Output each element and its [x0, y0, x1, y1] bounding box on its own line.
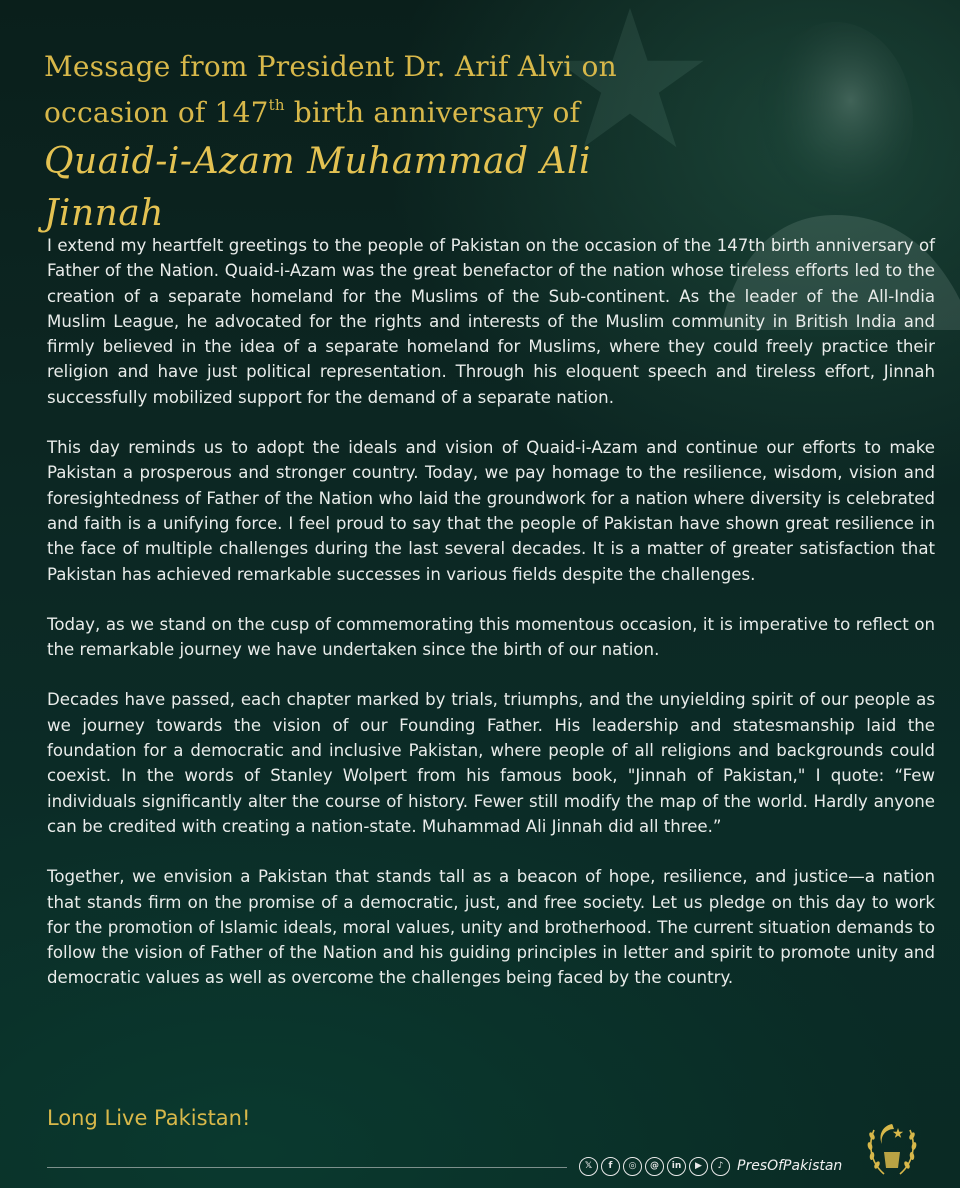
- threads-icon[interactable]: @: [645, 1157, 664, 1176]
- linkedin-icon[interactable]: in: [667, 1157, 686, 1176]
- instagram-icon[interactable]: ◎: [623, 1157, 642, 1176]
- ordinal-suffix: th: [268, 96, 285, 114]
- message-body: [47, 233, 935, 1016]
- title-line-1: Message from President Dr. Arif Alvi on: [44, 50, 617, 83]
- title-line-2-end: birth anniversary of: [284, 96, 581, 129]
- message-header: [44, 48, 664, 240]
- paragraph-2: This day reminds us to adopt the ideals and vision of Quaid-i-Azam and continue our efforts to make Pakistan a prosperous and stronger country. Today, we pay homage to the resilience, wisdom, vision and foresightedness of Father of the Nation who laid the groundwork for a nation where diversity is celebrated and faith is a unifying force. I feel proud to say that the people of Pakistan have shown great resilience in the face of multiple challenges during the last several decades. It is a matter of greater satisfaction that Pakistan has achieved remarkable successes in various fields despite the challenges.: [47, 438, 935, 584]
- paragraph-1: I extend my heartfelt greetings to the people of Pakistan on the occasion of the 147th birth anniversary of Father of the Nation. Quaid-i-Azam was the great benefactor of the nation whose tireless efforts led to the creation of a separate homeland for the Muslims of the Sub-continent. As the leader of the All-India Muslim League, he advocated for the rights and interests of the Muslim community in British India and firmly believed in the idea of a separate homeland for Muslims, where they could freely practice their religion and have just political representation. Through his eloquent speech and tireless effort, Jinnah successfully mobilized support for the demand of a separate nation.: [47, 236, 935, 407]
- title-line-2: [44, 86, 664, 132]
- closing-line: Long Live Pakistan!: [47, 1106, 251, 1130]
- social-handle[interactable]: PresOfPakistan: [737, 1158, 843, 1174]
- paragraph-5: Together, we envision a Pakistan that stands tall as a beacon of hope, resilience, and justice—a nation that stands firm on the promise of a democratic, just, and free society. Let us pledge on this day to work for the promotion of Islamic ideals, moral values, unity and brotherhood. The current situation demands to follow the vision of Father of the Nation and his guiding principles in letter and spirit to promote unity and democratic values as well as overcome the challenges being faced by the country.: [47, 867, 935, 988]
- title-line-2-start: occasion of 147: [44, 96, 269, 129]
- tiktok-icon[interactable]: ♪: [711, 1157, 730, 1176]
- presidential-emblem-icon: [862, 1118, 922, 1180]
- paragraph-3: Today, as we stand on the cusp of commemorating this momentous occasion, it is imperative to reflect on the remarkable journey we have undertaken since the birth of our nation.: [47, 614, 935, 660]
- honoree-name: Quaid-i-Azam Muhammad Ali Jinnah: [44, 141, 592, 234]
- x-icon[interactable]: 𝕏: [579, 1157, 598, 1176]
- facebook-icon[interactable]: f: [601, 1157, 620, 1176]
- footer-divider: [47, 1167, 567, 1168]
- youtube-icon[interactable]: ▶: [689, 1157, 708, 1176]
- social-links: [579, 1155, 842, 1177]
- paragraph-4: Decades have passed, each chapter marked by trials, triumphs, and the unyielding spirit of our people as we journey towards the vision of our Founding Father. His leadership and statesmanship laid the foundation for a democratic and inclusive Pakistan, where people of all religions and backgrounds could coexist. In the words of Stanley Wolpert from his famous book, "Jinnah of Pakistan," I quote: “Few individuals significantly alter the course of history. Fewer still modify the map of the world. Hardly anyone can be credited with creating a nation-state. Muhammad Ali Jinnah did all three.”: [47, 690, 935, 836]
